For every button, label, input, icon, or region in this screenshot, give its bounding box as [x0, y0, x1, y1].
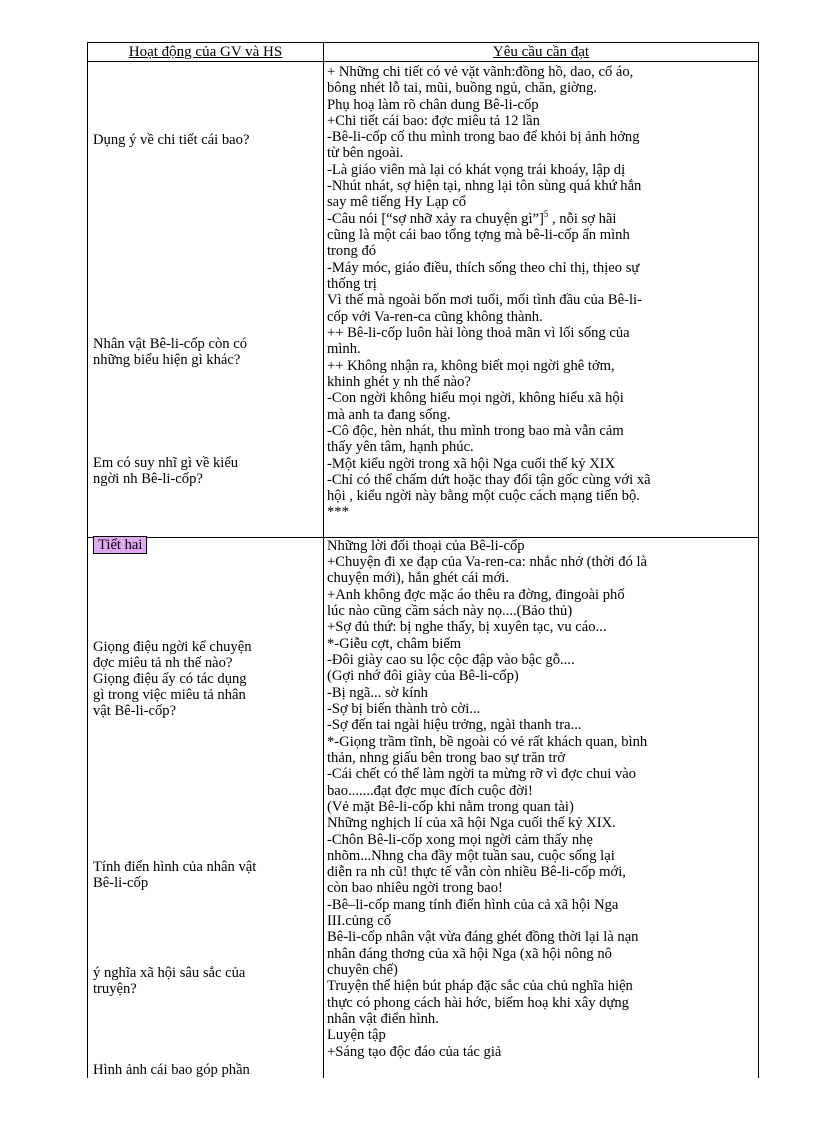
- answer-line: diễn ra nh cũ! thực tế vẫn còn nhiều Bê-li-cốp mới,: [327, 864, 626, 880]
- answer-line: còn bao nhiêu ngời trong bao!: [327, 880, 503, 896]
- answer-line: + Những chi tiết có vẻ vặt vãnh:đồng hồ, dao, cổ áo,: [327, 64, 634, 80]
- question-tone-3: Giọng điệu ấy có tác dụng: [93, 671, 247, 687]
- question-tone-1: Giọng điệu ngời kể chuyện: [93, 639, 252, 655]
- question-type-2: ngời nh Bê-li-cốp?: [93, 471, 203, 487]
- answer-line: Những lời đối thoại của Bê-li-cốp: [327, 538, 525, 554]
- answer-line: cốp với Va-ren-ca cũng không thành.: [327, 309, 543, 325]
- answer-line: -Máy móc, giáo điều, thích sống theo chỉ thị, thịeo sự: [327, 260, 640, 276]
- question-expressions-1: Nhân vật Bê-li-cốp còn có: [93, 336, 247, 352]
- answer-line: -Chôn Bê-li-cốp xong mọi ngời cảm thấy nhẹ: [327, 832, 593, 848]
- question-image: Hình ảnh cái bao góp phần: [93, 1062, 250, 1078]
- answer-line: Luyện tập: [327, 1027, 386, 1043]
- answer-line: chuyện mới), hắn ghét cái mới.: [327, 570, 509, 586]
- answer-line: nhõm...Nhng cha đầy một tuần sau, cuộc sống lại: [327, 848, 615, 864]
- document-page: [87, 42, 759, 1078]
- answer-line: +Anh không đợc mặc áo thêu ra đờng, đingoài phố: [327, 587, 625, 603]
- answer-line: -Một kiểu ngời trong xã hội Nga cuối thế kỷ XIX: [327, 456, 616, 472]
- question-meaning-2: truyện?: [93, 981, 137, 997]
- answer-line: khinh ghét y nh thế nào?: [327, 374, 471, 390]
- answer-line: Phụ hoạ làm rõ chân dung Bê-li-cốp: [327, 97, 539, 113]
- answer-line: [327, 211, 616, 227]
- answer-line: cũng là một cái bao tổng tợng mà bê-li-cốp ẩn mình: [327, 227, 630, 243]
- answer-line: từ bên ngoài.: [327, 145, 404, 161]
- answer-line: *-Giễu cợt, châm biếm: [327, 636, 462, 652]
- answer-line: Bê-li-cốp nhân vật vừa đáng ghét đồng thời lại là nạn: [327, 929, 639, 945]
- answer-line: (Vẻ mặt Bê-li-cốp khi nằm trong quan tài): [327, 799, 574, 815]
- question-meaning-1: ý nghĩa xã hội sâu sắc của: [93, 965, 246, 981]
- answer-line: ++ Bê-li-cốp luôn hài lòng thoả mãn vì lối sống của: [327, 325, 630, 341]
- footnote-mark: 5: [543, 209, 549, 220]
- answer-line: nhân vật điển hình.: [327, 1011, 439, 1027]
- quote-tail: , nỗi sợ hãi: [548, 211, 617, 227]
- answer-line: +Chuyện đi xe đạp của Va-ren-ca: nhắc nhở (thời đó là: [327, 554, 648, 570]
- question-tone-4: gì trong việc miêu tả nhân: [93, 687, 246, 703]
- header-activities: Hoạt động của GV và HS: [87, 42, 324, 62]
- answer-line: mà anh ta đang sống.: [327, 407, 451, 423]
- answer-line: -Chỉ có thể chấm dứt hoặc thay đổi tận gốc cùng với xã: [327, 472, 651, 488]
- answer-line: nhân đáng thơng của xã hội Nga (xã hội nông nô: [327, 946, 612, 962]
- table-header: [87, 42, 759, 62]
- question-type-1: Em có suy nhĩ gì về kiểu: [93, 455, 239, 471]
- answer-line: ++ Không nhận ra, không biết mọi ngời ghê tởm,: [327, 358, 615, 374]
- question-expressions-2: những biểu hiện gì khác?: [93, 352, 241, 368]
- answer-line: trong đó: [327, 243, 377, 259]
- answer-line: +Sáng tạo độc đáo của tác giả: [327, 1044, 502, 1060]
- answer-line: ***: [327, 504, 349, 520]
- answer-line: Những nghịch lí của xã hội Nga cuối thế kỷ XIX.: [327, 815, 616, 831]
- answer-line: thấy yên tâm, hạnh phúc.: [327, 439, 474, 455]
- answer-line: thản, nhng giấu bên trong bao sự trăn trở: [327, 750, 566, 766]
- lesson-tag: Tiết hai: [93, 536, 147, 554]
- answer-line: hội , kiểu ngời này bằng một cuộc cách mạng tiến bộ.: [327, 488, 640, 504]
- answer-line: -Bê–li-cốp mang tính điển hình của cả xã hội Nga: [327, 897, 619, 913]
- answer-line: -Bị ngã... sờ kính: [327, 685, 428, 701]
- answer-line: bao.......đạt đợc mục đích cuộc đời!: [327, 783, 533, 799]
- quote-text: -Câu nói [“sợ nhỡ xảy ra chuyện gì”]: [327, 211, 544, 227]
- header-requirements: Yêu cầu cần đạt: [323, 42, 759, 62]
- answer-line: III.củng cố: [327, 913, 392, 929]
- answer-line: thực có phong cách hài hớc, biếm hoạ khi xây dựng: [327, 995, 629, 1011]
- answer-line: +Sợ đủ thứ: bị nghe thấy, bị xuyên tạc, vu cáo...: [327, 619, 607, 635]
- answer-line: mình.: [327, 341, 361, 357]
- question-tone-5: vật Bê-li-cốp?: [93, 703, 177, 719]
- answer-line: (Gợi nhớ đôi giày của Bê-li-cốp): [327, 668, 519, 684]
- answer-line: Truyện thể hiện bút pháp đặc sắc của chủ nghĩa hiện: [327, 978, 633, 994]
- answer-line: -Cái chết có thể làm ngời ta mừng rỡ vì đợc chui vào: [327, 766, 637, 782]
- question-tone-2: đợc miêu tả nh thế nào?: [93, 655, 233, 671]
- answer-line: lúc nào cũng cầm sách này nọ....(Bảo thủ): [327, 603, 573, 619]
- answer-line: -Là giáo viên mà lại có khát vọng trái khoáy, lập dị: [327, 162, 626, 178]
- answer-line: chuyên chế): [327, 962, 398, 978]
- answer-line: -Nhút nhát, sợ hiện tại, nhng lại tôn sùng quá khứ hắn: [327, 178, 642, 194]
- answer-line: bông nhét lỗ tai, mũi, buồng ngủ, chăn, giờng.: [327, 80, 597, 96]
- answer-line: thống trị: [327, 276, 377, 292]
- answer-line: -Con ngời không hiểu mọi ngời, không hiểu xã hội: [327, 390, 624, 406]
- answer-line: *-Giọng trầm tĩnh, bề ngoài có vẻ rất khách quan, bình: [327, 734, 648, 750]
- answer-line: +Chi tiết cái bao: đợc miêu tả 12 lần: [327, 113, 540, 129]
- answer-line: say mê tiếng Hy Lạp cổ: [327, 194, 467, 210]
- question-typical-2: Bê-li-cốp: [93, 875, 149, 891]
- answer-line: Vì thế mà ngoài bốn mơi tuổi, mối tình đầu của Bê-li-: [327, 292, 642, 308]
- answer-line: -Bê-li-cốp cố thu mình trong bao để khỏi bị ảnh hởng: [327, 129, 640, 145]
- left-column: [87, 61, 324, 1078]
- answer-line: -Cô độc, hèn nhát, thu mình trong bao mà vẫn cảm: [327, 423, 624, 439]
- answer-line: -Đôi giày cao su lộc cộc đập vào bậc gỗ....: [327, 652, 575, 668]
- answer-line: -Sợ đến tai ngài hiệu trởng, ngài thanh tra...: [327, 717, 582, 733]
- question-typical-1: Tính điển hình của nhân vật: [93, 859, 257, 875]
- question-bao: Dụng ý về chi tiết cái bao?: [93, 132, 250, 148]
- answer-line: -Sợ bị biến thành trò cời...: [327, 701, 481, 717]
